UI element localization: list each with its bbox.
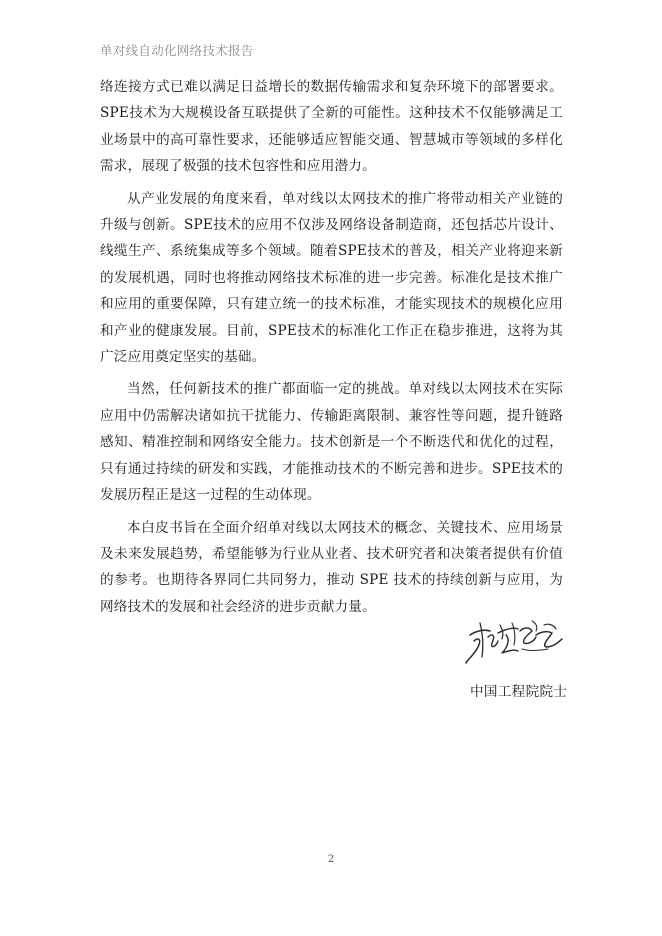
body-text (100, 74, 563, 620)
paragraph-whitepaper-purpose: 本白皮书旨在全面介绍单对线以太网技术的概念、关键技术、应用场景及未来发展趋势，希望能够为行业从业者、技术研究者和决策者提供有价值的参考。也期待各界同仁共同努力，推动 SPE 技术的持续创新与应用，为网络技术的发展和社会经济的进步贡献力量。 (100, 519, 563, 615)
signatory-title: 中国工程院院士 (470, 684, 568, 700)
running-header: 单对线自动化网络技术报告 (100, 43, 254, 58)
paragraph-industry: 从产业发展的角度来看，单对线以太网技术的推广将带动相关产业链的升级与创新。SPE技术的应用不仅涉及网络设备制造商，还包括芯片设计、线缆生产、系统集成等多个领域。随着SPE技术的普及，相关产业将迎来新的发展机遇，同时也将推动网络技术标准的进一步完善。标准化是技术推广和应用的重要保障，只有建立统一的技术标准，才能实现技术的规模化应用和产业的健康发展。目前，SPE技术的标准化工作正在稳步推进，这将为其广泛应用奠定坚实的基础。 (100, 190, 563, 366)
paragraph-continuation: 络连接方式已难以满足日益增长的数据传输需求和复杂环境下的部署要求。SPE技术为大规模设备互联提供了全新的可能性。这种技术不仅能够满足工业场景中的高可靠性要求，还能够适应智能交通、智慧城市等领域的多样化需求，展现了极强的技术包容性和应用潜力。 (100, 79, 563, 175)
handwritten-signature (462, 613, 566, 669)
page-number: 2 (327, 854, 335, 865)
paragraph-challenges: 当然，任何新技术的推广都面临一定的挑战。单对线以太网技术在实际应用中仍需解决诸如抗干扰能力、传输距离限制、兼容性等问题，提升链路感知、精准控制和网络安全能力。技术创新是一个不断迭代和优化的过程，只有通过持续的研发和实践，才能推动技术的不断完善和进步。SPE技术的发展历程正是这一过程的生动体现。 (100, 381, 563, 504)
